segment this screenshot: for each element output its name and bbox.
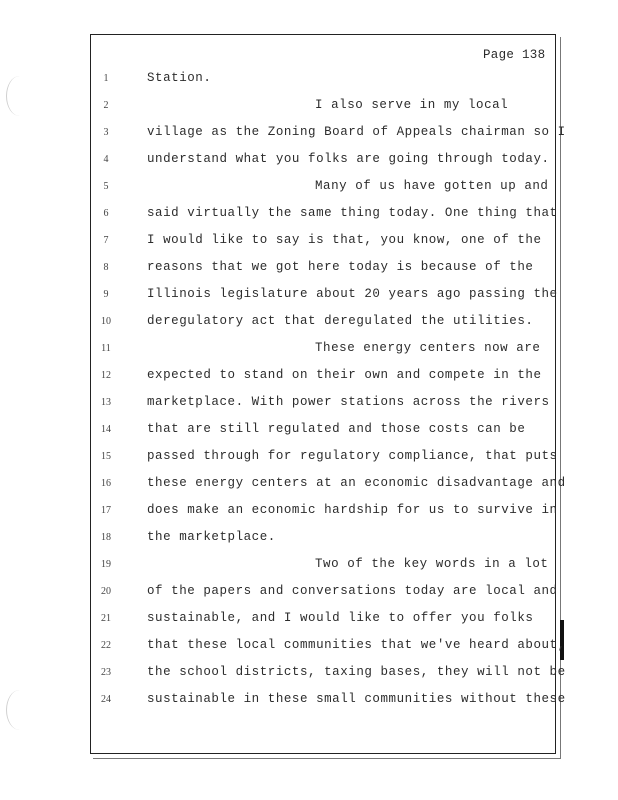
line-number: 14	[101, 424, 111, 435]
line-number: 7	[103, 235, 109, 246]
line-text: Illinois legislature about 20 years ago passing the	[147, 287, 558, 301]
line-number: 24	[101, 694, 111, 705]
line-number: 2	[103, 100, 109, 111]
line-text: understand what you folks are going through today.	[147, 152, 550, 166]
line-number: 11	[101, 343, 111, 354]
page-number: Page 138	[483, 48, 546, 62]
line-text: village as the Zoning Board of Appeals chairman so I	[147, 125, 566, 139]
line-text: Many of us have gotten up and	[315, 179, 549, 193]
line-text: Two of the key words in a lot	[315, 557, 549, 571]
line-number: 13	[101, 397, 111, 408]
line-text: that these local communities that we've heard about,	[147, 638, 566, 652]
line-text: passed through for regulatory compliance, that puts	[147, 449, 558, 463]
line-number: 5	[103, 181, 109, 192]
line-number: 15	[101, 451, 111, 462]
line-number: 18	[101, 532, 111, 543]
line-number: 9	[103, 289, 109, 300]
line-text: Station.	[147, 71, 212, 85]
line-text: expected to stand on their own and compete in the	[147, 368, 542, 382]
line-text: that are still regulated and those costs can be	[147, 422, 526, 436]
line-text: I also serve in my local	[315, 98, 509, 112]
line-text: sustainable, and I would like to offer you folks	[147, 611, 534, 625]
line-number: 12	[101, 370, 111, 381]
line-text: These energy centers now are	[315, 341, 541, 355]
line-number: 19	[101, 559, 111, 570]
binder-hole-bottom	[6, 690, 33, 730]
line-number: 10	[101, 316, 111, 327]
line-text: marketplace. With power stations across the rivers	[147, 395, 550, 409]
line-text: of the papers and conversations today are local and	[147, 584, 558, 598]
line-number: 21	[101, 613, 111, 624]
line-text: deregulatory act that deregulated the utilities.	[147, 314, 534, 328]
line-number: 6	[103, 208, 109, 219]
line-number: 23	[101, 667, 111, 678]
line-number: 22	[101, 640, 111, 651]
line-number: 17	[101, 505, 111, 516]
line-text: sustainable in these small communities without these	[147, 692, 566, 706]
line-text: I would like to say is that, you know, one of the	[147, 233, 542, 247]
binder-hole-top	[6, 76, 33, 116]
line-text: these energy centers at an economic disadvantage and	[147, 476, 566, 490]
line-text: said virtually the same thing today. One thing that	[147, 206, 558, 220]
line-text: the school districts, taxing bases, they will not be	[147, 665, 566, 679]
line-number: 1	[103, 73, 109, 84]
line-number: 20	[101, 586, 111, 597]
line-text: reasons that we got here today is because of the	[147, 260, 534, 274]
line-number: 3	[103, 127, 109, 138]
line-text: the marketplace.	[147, 530, 276, 544]
line-number: 4	[103, 154, 109, 165]
line-number: 16	[101, 478, 111, 489]
line-number: 8	[103, 262, 109, 273]
line-text: does make an economic hardship for us to survive in	[147, 503, 558, 517]
